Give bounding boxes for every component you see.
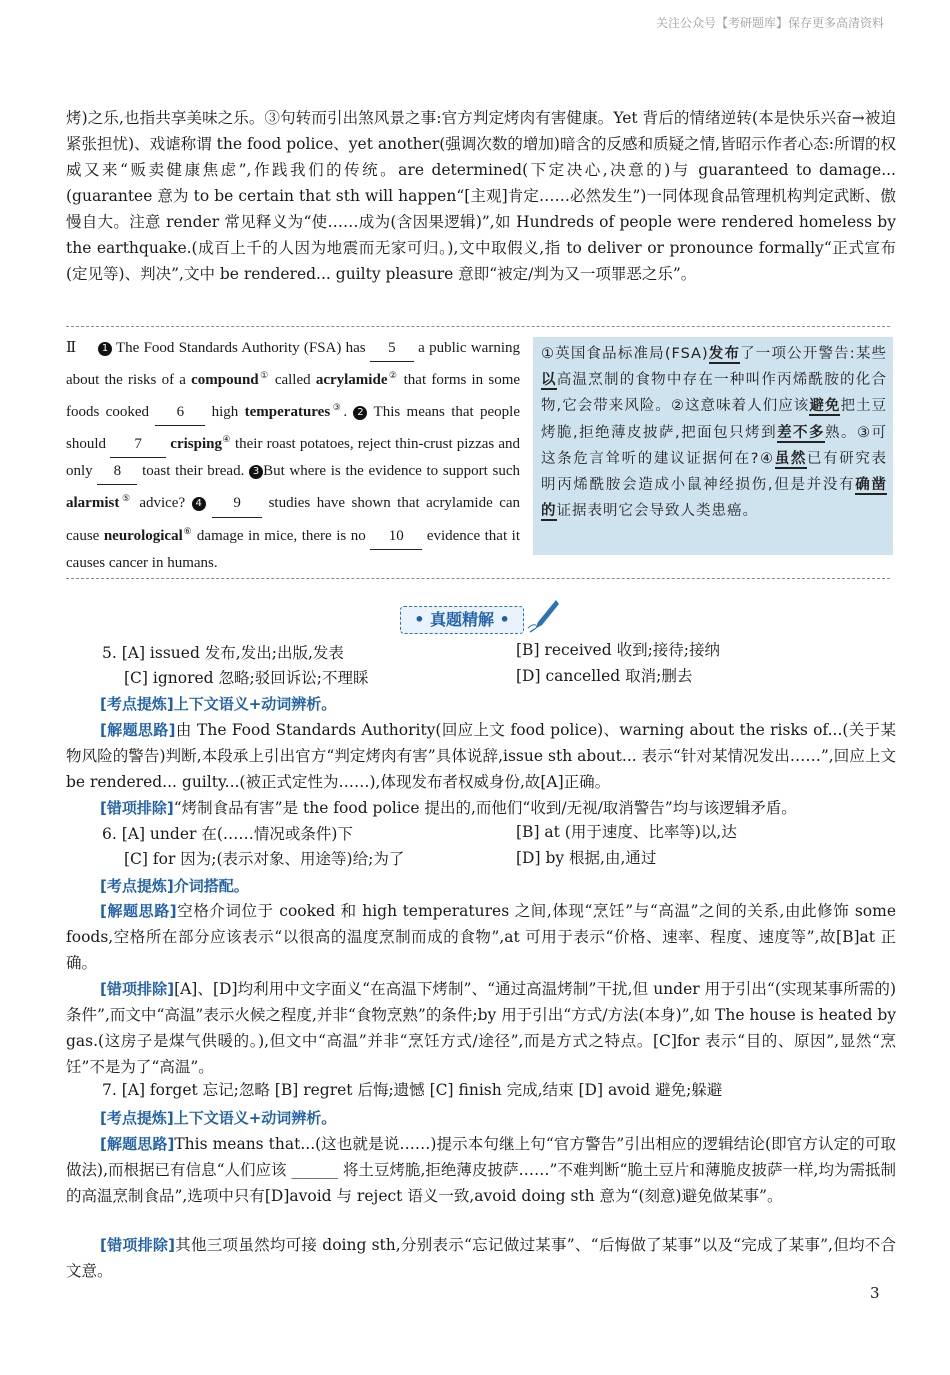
vocab-word: temperatures	[244, 403, 331, 420]
passage-text: called	[274, 372, 311, 389]
analysis-text: 空格介词位于 cooked 和 high temperatures 之间,体现“烹饪”与“高温”之间的关系,由此修饰 some foods,空格所在部分应该表示“以很高的温度烹制而成的食物”,at 可用于表示“价格、速率、程度、速度等”,故[B]at 正确。	[66, 902, 896, 972]
pen-icon	[526, 598, 560, 634]
divider-bottom	[66, 578, 890, 579]
q5-point	[100, 691, 336, 717]
tag-label: [考点提炼]	[100, 877, 174, 895]
divider-top	[66, 326, 890, 327]
analysis-text: 由 The Food Standards Authority(回应上文 food police)、warning about the risks of...(关于某物风险的警告)判断,本段承上引出官方“判定烤肉有害”具体说辞,issue sth about... 表示“针对某情况发出……”,回应上文 be rendered... guilty...(被正式定性为……),体现发布者权威身份,故[A]正确。	[66, 721, 896, 791]
passage-text: toast their bread.	[142, 463, 245, 480]
passage-text: damage in mice, there is no	[196, 527, 366, 544]
page-number: 3	[870, 1284, 880, 1302]
vocab-word: alarmist	[66, 495, 120, 512]
q5-option-b: [B] received 收到;接待;接纳	[516, 641, 721, 659]
roman-numeral: Ⅱ	[66, 340, 77, 356]
blank-9: 9	[212, 490, 262, 517]
q5-analysis	[66, 717, 896, 795]
watermark: 关注公众号【考研题库】保存更多高清资料	[655, 16, 884, 30]
passage-text: studies have shown that acrylamide can cause	[66, 495, 521, 544]
q7-options: 7. [A] forget 忘记;忽略 [B] regret 后悔;遗憾 [C] finish 完成,结束 [D] avoid 避免;躲避	[102, 1081, 723, 1099]
intro-paragraph: 烤)之乐,也指共享美味之乐。③句转而引出煞风景之事:官方判定烤肉有害健康。Yet 背后的情绪逆转(本是快乐兴奋→被迫紧张担忧)、戏谑称谓 the food police、yet another(强调次数的增加)暗含的反感和质疑之情,皆昭示作者心态:所谓的权威又来“贩卖健康焦虑”,作践我们的传统。are determined(下定决心,决意的)与 guaranteed to damage...(guarantee 意为 to be certain that sth will happen“[主观]肯定……必然发生”)一同体现食品管理机构判定武断、傲慢自大。注意 render 常见释义为“使……成为(含因果逻辑)”,如 Hundreds of people were rendered homeless by the earthquake.(成百上千的人因为地震而无家可归。),文中取假义,指 to deliver or pronounce formally“正式宣布(定见等)、判决”,文中 be rendered... guilty pleasure 意即“被定/判为又一项罪恶之乐”。	[66, 109, 896, 283]
q6-option-c: [C] for 因为;(表示对象、用途等)给;为了	[124, 850, 405, 868]
passage-text: high	[211, 403, 239, 420]
blank-8: 8	[97, 458, 137, 485]
blank-5: 5	[370, 335, 414, 362]
sentence-2-marker: 2	[353, 406, 367, 420]
sentence-3-marker: 3	[249, 465, 263, 479]
q6-option-b: [B] at (用于速度、比率等)以,达	[516, 823, 737, 841]
passage-text: a public warning about the risks of a	[66, 340, 521, 389]
sentence-1-marker: 1	[98, 342, 112, 356]
tag-label: [解题思路]	[100, 902, 177, 920]
q6-point	[100, 873, 249, 899]
q5-exclusion	[66, 795, 896, 821]
blank-7: 7	[110, 431, 166, 458]
q6-analysis	[66, 898, 896, 976]
translation-text: 证据表明它会导致人类患癌。	[556, 503, 758, 520]
q7-point	[100, 1105, 336, 1131]
exclusion-text: [A]、[D]均利用中文字面义“在高温下烤制”、“通过高温烤制”干扰,但 under 用于引出“(实现某事所需的)条件”,而文中“高温”表示火候之程度,并非“食物烹熟”的条件;by 用于引出“方式/方法(本身)”,如 The house is heated by gas.(这房子是煤气供暖的。),但文中“高温”并非“烹饪方式/途径”,而是方式之特点。[C]for 表示“目的、原因”,显然“烹饪”不是为了“高温”。	[66, 980, 896, 1076]
q6-option-d: [D] by 根据,由,通过	[516, 849, 657, 867]
q7-exclusion	[66, 1232, 896, 1284]
tag-label: [考点提炼]	[100, 1109, 174, 1127]
passage-text: that forms in some foods cooked	[66, 372, 521, 420]
passage-text: advice?	[139, 495, 186, 512]
passage: Ⅱ 1 The Food Standards Authority (FSA) has 5 a public warning about the risks of a compound① called acrylamide② that forms in some foods cooked 6 high temperatures③. 2 This means that people should 7 crisping④ their roast potatoes, reject thin-crust pizzas and only 8 toast their bread. 3 But where is the evidence to support such alarmist⑤ advice? 4 9 studies have shown that acrylamide can cause neurological⑥ damage in mice, there is no 10 evidence that it causes cancer in humans.	[66, 335, 520, 576]
translation-text: 把土豆烤脆,拒绝薄皮披萨,把面包只烤到	[541, 398, 888, 441]
tag-label: [解题思路]	[100, 1135, 175, 1153]
translation-text: 已有研究表明丙烯酰胺会造成小鼠神经损伤,但是并没有	[541, 450, 888, 494]
vocab-word: neurological	[103, 527, 183, 544]
translation-box	[533, 337, 893, 555]
tag-label: [考点提炼]	[100, 695, 174, 713]
q5-option-d: [D] cancelled 取消;删去	[516, 667, 693, 685]
q5-option-c: [C] ignored 忽略;驳回诉讼;不理睬	[124, 669, 369, 687]
key-term: 差不多	[777, 424, 826, 441]
q6-option-a: 6. [A] under 在(……情况或条件)下	[102, 825, 353, 843]
tag-text: 上下文语义+动词辨析。	[173, 695, 337, 713]
vocab-word: acrylamide	[315, 372, 388, 389]
translation-text: 了一项公开警告:某些	[740, 346, 888, 362]
passage-text: evidence that it causes cancer in humans.	[66, 527, 520, 572]
tag-text: 介词搭配。	[173, 877, 249, 895]
blank-10: 10	[370, 523, 422, 550]
key-term: 避免	[809, 398, 841, 415]
tag-label: [错项排除]	[100, 799, 174, 817]
passage-text: The Food Standards Authority (FSA) has	[116, 340, 366, 356]
exclusion-text: 其他三项虽然均可接 doing sth,分别表示“忘记做过某事”、“后悔做了某事”以及“完成了某事”,但均不合文意。	[66, 1236, 896, 1280]
vocab-word: crisping	[170, 435, 222, 452]
key-term: 发布	[708, 346, 741, 362]
exclusion-text: “烤制食品有害”是 the food police 提出的,而他们“收到/无视/取消警告”均与该逻辑矛盾。	[173, 799, 797, 817]
passage-text: their roast potatoes, reject thin-crust pizzas and only	[66, 435, 521, 480]
analysis-text: This means that...(这也就是说……)提示本句继上句“官方警告”引出相应的逻辑结论(即官方认定的可取做法),而根据已有信息“人们应该 ______ 将土豆烤脆,拒绝薄皮披萨……”不难判断“脆土豆片和薄脆皮披萨一样,均为需抵制的高温烹制食品”,选项中只有[D]avoid 与 reject 语义一致,avoid doing sth 意为“(刻意)避免做某事”。	[66, 1135, 896, 1205]
tag-label: [解题思路]	[100, 721, 176, 739]
key-term: 确凿的	[541, 477, 888, 520]
translation-text: 高温烹制的食物中存在一种叫作丙烯酰胺的化合物,它会带来风险。②这意味着人们应该	[541, 372, 888, 415]
tag-label: [错项排除]	[100, 980, 175, 998]
vocab-word: compound	[191, 372, 259, 389]
section-title: • 真题精解 •	[400, 606, 524, 634]
q7-analysis	[66, 1131, 896, 1209]
blank-6: 6	[155, 399, 205, 426]
tag-text: 上下文语义+动词辨析。	[173, 1109, 337, 1127]
passage-text: But where is the evidence to support such	[263, 463, 521, 480]
key-term: 虽然	[774, 450, 807, 467]
q5-option-a: 5. [A] issued 发布,发出;出版,发表	[102, 644, 344, 662]
tag-label: [错项排除]	[100, 1236, 176, 1254]
passage-text: This means that people should	[66, 403, 520, 452]
translation-text: ①英国食品标准局(FSA)	[541, 346, 709, 362]
sentence-4-marker: 4	[192, 497, 206, 511]
translation-text: 熟。③可这条危言耸听的建议证据何在?④	[541, 424, 888, 467]
key-term: 以	[541, 372, 557, 389]
q6-exclusion	[66, 976, 896, 1080]
